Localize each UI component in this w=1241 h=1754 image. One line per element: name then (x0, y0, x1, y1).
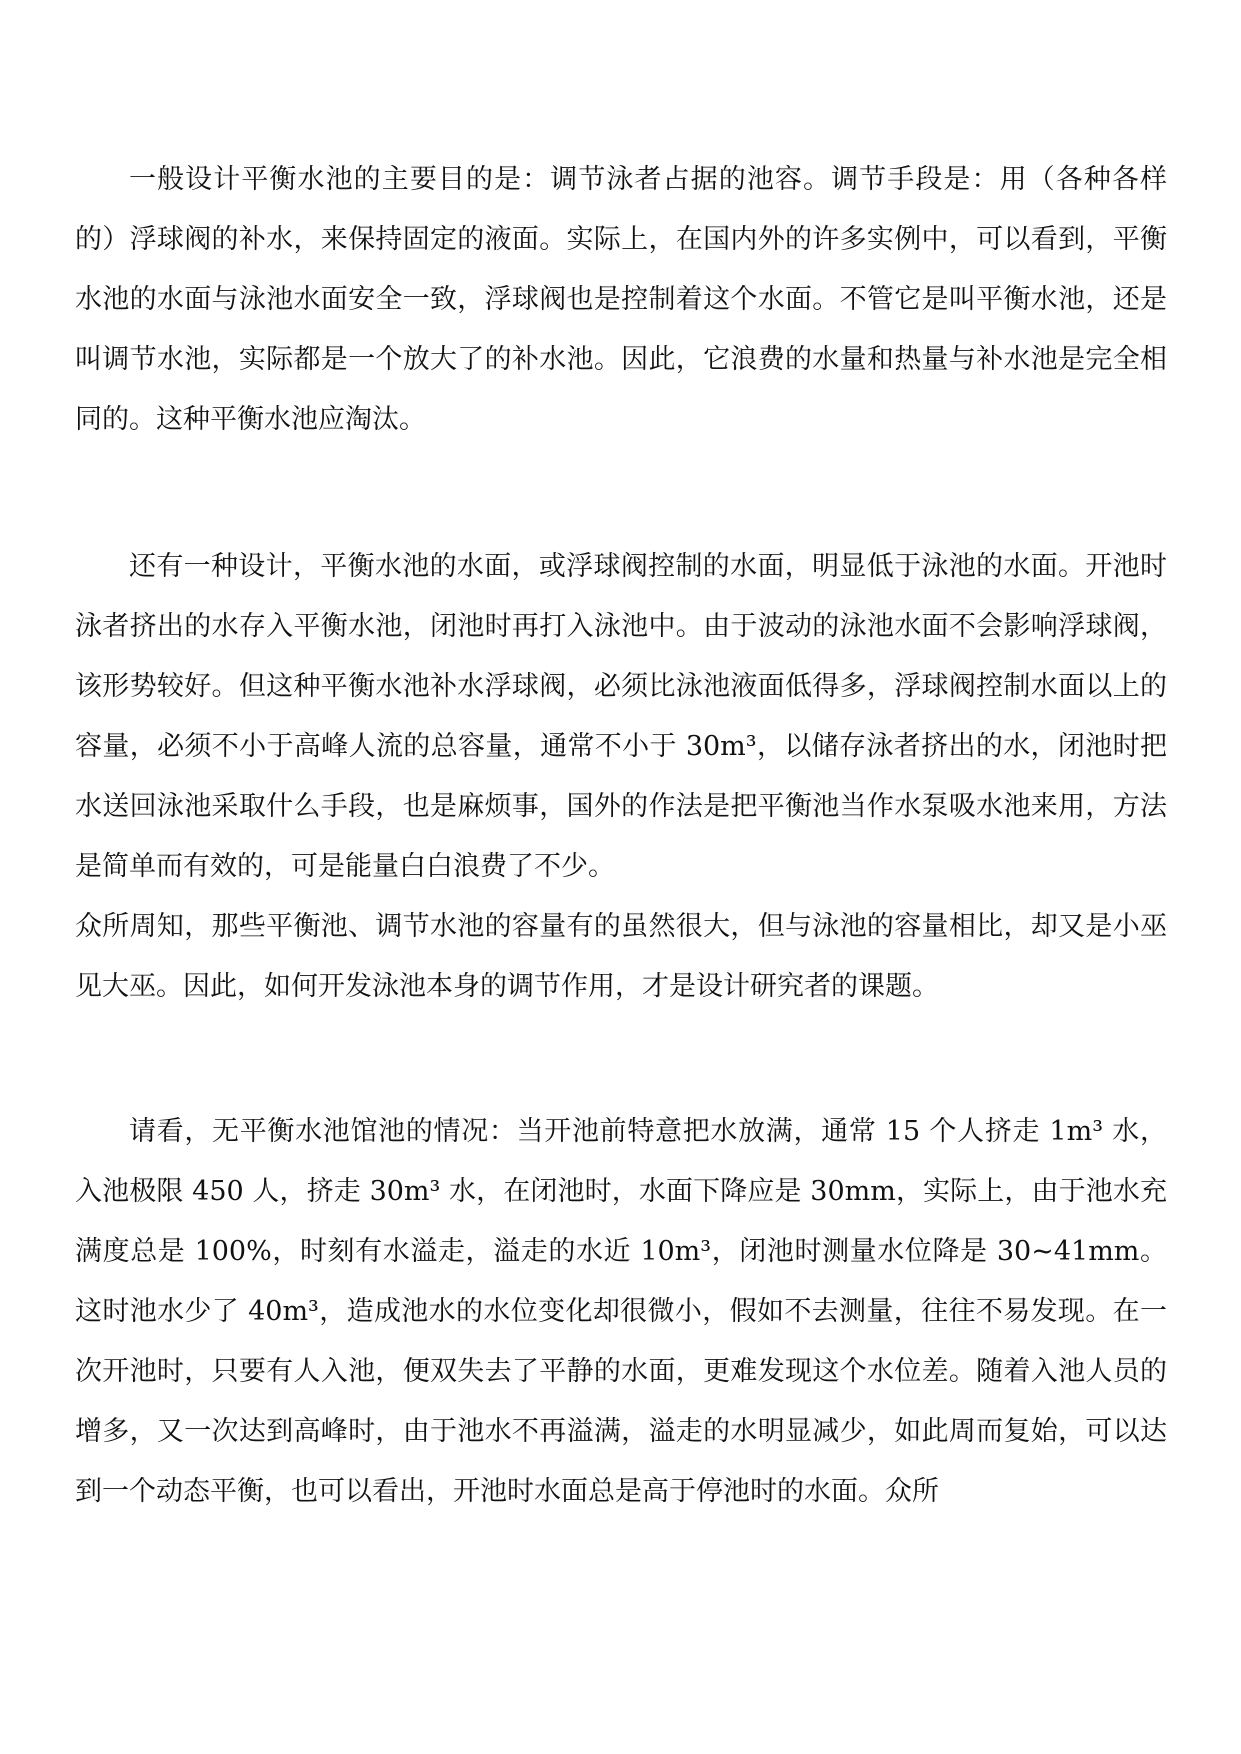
paragraph-balance-tank-purpose: 一般设计平衡水池的主要目的是：调节泳者占据的池容。调节手段是：用（各种各样的）浮球阀的补水，来保持固定的液面。实际上，在国内外的许多实例中，可以看到，平衡水池的水面与泳池水面安全一致，浮球阀也是控制着这个水面。不管它是叫平衡水池，还是叫调节水池，实际都是一个放大了的补水池。因此，它浪费的水量和热量与补水池是完全相同的。这种平衡水池应淘汰。 (75, 164, 1167, 435)
document-page (75, 150, 1167, 1522)
paragraph-lower-level-design: 还有一种设计，平衡水池的水面，或浮球阀控制的水面，明显低于泳池的水面。开池时泳者挤出的水存入平衡水池，闭池时再打入泳池中。由于波动的泳池水面不会影响浮球阀，该形势较好。但这种平衡水池补水浮球阀，必须比泳池液面低得多，浮球阀控制水面以上的容量，必须不小于高峰人流的总容量，通常不小于 30m³，以储存泳者挤出的水，闭池时把水送回泳池采取什么手段，也是麻烦事，国外的作法是把平衡池当作水泵吸水池来用，方法是简单而有效的，可是能量白白浪费了不少。 (75, 551, 1167, 882)
paragraph-no-balance-tank: 请看，无平衡水池馆池的情况：当开池前特意把水放满，通常 15 个人挤走 1m³ 水，入池极限 450 人，挤走 30m³ 水，在闭池时，水面下降应是 30mm，实际上，由于池水充满度总是 100%，时刻有水溢走，溢走的水近 10m³，闭池时测量水位降是 30~41mm。这时池水少了 40m³，造成池水的水位变化却很微小，假如不去测量，往往不易发现。在一次开池时，只要有人入池，便双失去了平静的水面，更难发现这个水位差。随着入池人员的增多，又一次达到高峰时，由于池水不再溢满，溢走的水明显减少，如此周而复始，可以达到一个动态平衡，也可以看出，开池时水面总是高于停池时的水面。众所 (75, 1116, 1167, 1507)
paragraph-gap (75, 1017, 1167, 1102)
paragraph-pool-capacity: 众所周知，那些平衡池、调节水池的容量有的虽然很大，但与泳池的容量相比，却又是小巫见大巫。因此，如何开发泳池本身的调节作用，才是设计研究者的课题。 (75, 911, 1167, 1002)
paragraph-gap (75, 450, 1167, 537)
